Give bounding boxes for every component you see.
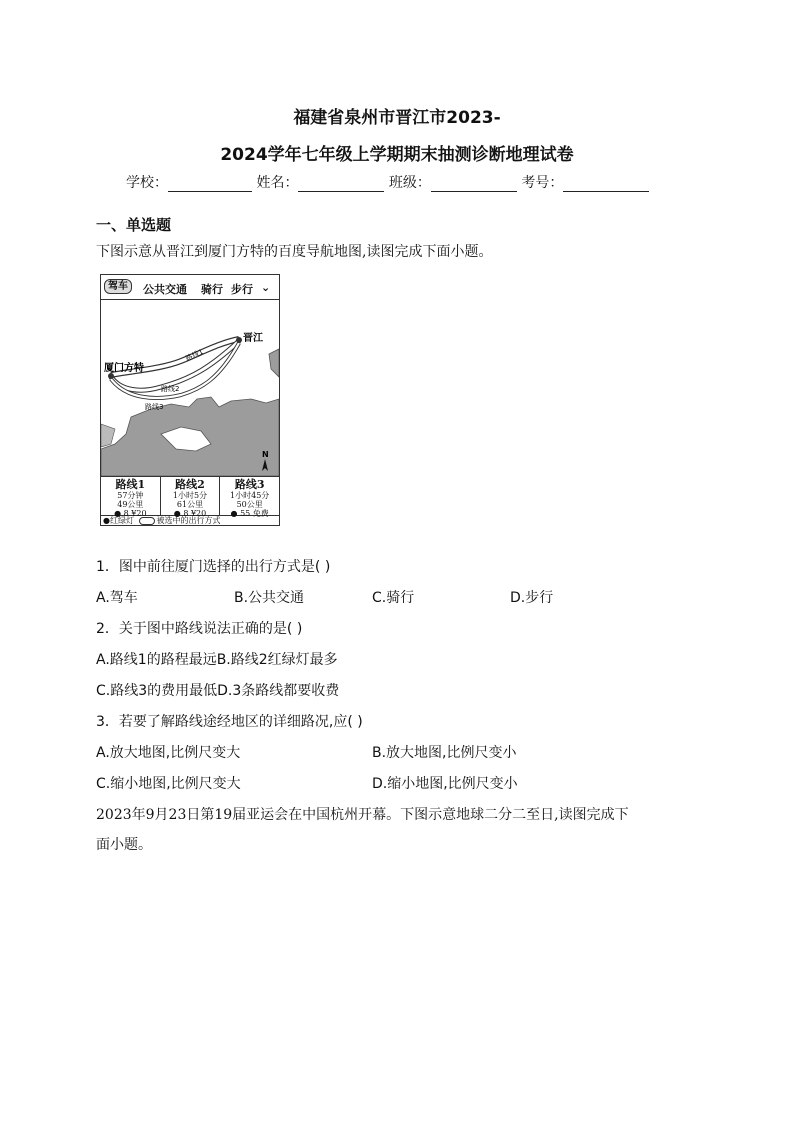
q3-option-d[interactable]: D.缩小地图,比例尺变小 [372, 776, 518, 792]
label-xiamen: 厦门方特 [104, 363, 144, 374]
map-canvas [101, 299, 279, 476]
intro-text-2-line-1: 2023年9月23日第19届亚运会在中国杭州开幕。下图示意地球二分二至日,读图完成下 [96, 807, 629, 823]
q3-option-c[interactable]: C.缩小地图,比例尺变大 [96, 776, 241, 792]
q1-option-d[interactable]: D.步行 [510, 590, 554, 606]
tab-drive: 驾车 [104, 279, 132, 294]
class-label: 班级： [388, 175, 431, 191]
q2-option-c[interactable]: C.路线3的费用最低 [96, 683, 218, 699]
traffic-light-icon: ● [103, 516, 110, 525]
school-label: 学校： [126, 175, 168, 191]
route-card-1: 路线1 57分钟 49公里 ● 8 ¥20 [101, 477, 161, 515]
section-heading: 一、单选题 [96, 216, 172, 234]
q1-option-a[interactable]: A.驾车 [96, 590, 138, 606]
q2-options-ab [96, 649, 338, 669]
school-blank[interactable] [168, 177, 252, 192]
q2-options-cd [96, 680, 339, 700]
name-label: 姓名： [256, 175, 299, 191]
number-blank[interactable] [563, 177, 649, 192]
dropdown-chevron-icon: ⌄ [261, 281, 271, 294]
question-3-stem: 3．若要了解路线途经地区的详细路况,应( ) [96, 714, 363, 730]
q3-option-a[interactable]: A.放大地图,比例尺变大 [96, 745, 241, 761]
tab-public-transit: 公共交通 [143, 283, 187, 296]
label-route-1: 路线1 [184, 347, 205, 363]
q2-option-b[interactable]: B.路线2红绿灯最多 [216, 652, 338, 668]
tab-walking: 步行 [231, 283, 253, 296]
label-route-2: 路线2 [161, 385, 180, 393]
route-card-3: 路线3 1小时45分 50公里 ● 55 免费 [230, 478, 270, 518]
map-legend: ●红绿灯 被选中的出行方式 [103, 516, 221, 525]
route-summary-row [101, 476, 279, 516]
selected-pill-icon [139, 517, 155, 525]
question-2-stem: 2．关于图中路线说法正确的是( ) [96, 621, 303, 637]
label-jinjiang: 晋江 [243, 333, 263, 344]
map-tab-bar [101, 275, 279, 300]
svg-text:N: N [262, 450, 269, 459]
land-area-3 [269, 349, 279, 377]
tab-cycling: 骑行 [201, 283, 223, 296]
jinjiang-marker [236, 337, 242, 343]
q1-option-b[interactable]: B.公共交通 [234, 590, 305, 606]
q1-option-c[interactable]: C.骑行 [372, 590, 415, 606]
intro-text-1: 下图示意从晋江到厦门方特的百度导航地图,读图完成下面小题。 [96, 244, 493, 260]
class-blank[interactable] [431, 177, 517, 192]
q3-option-b[interactable]: B.放大地图,比例尺变小 [372, 745, 517, 761]
intro-text-2-line-2: 面小题。 [96, 837, 152, 853]
q2-option-a[interactable]: A.路线1的路程最远 [96, 652, 217, 668]
left-hatch [101, 424, 115, 447]
name-blank[interactable] [298, 177, 384, 192]
navigation-map-figure [100, 274, 280, 526]
q2-option-d[interactable]: D.3条路线都要收费 [217, 683, 340, 699]
number-label: 考号： [521, 175, 564, 191]
route-card-2: 路线2 1小时5分 61公里 ● 8 ¥20 [161, 477, 221, 515]
student-info [126, 172, 649, 192]
title-line-1: 福建省泉州市晋江市2023- [293, 108, 501, 128]
label-route-3: 路线3 [145, 403, 164, 411]
title-line-2: 2024学年七年级上学期期末抽测诊断地理试卷 [220, 145, 574, 165]
question-1-stem: 1．图中前往厦门选择的出行方式是( ) [96, 559, 331, 575]
